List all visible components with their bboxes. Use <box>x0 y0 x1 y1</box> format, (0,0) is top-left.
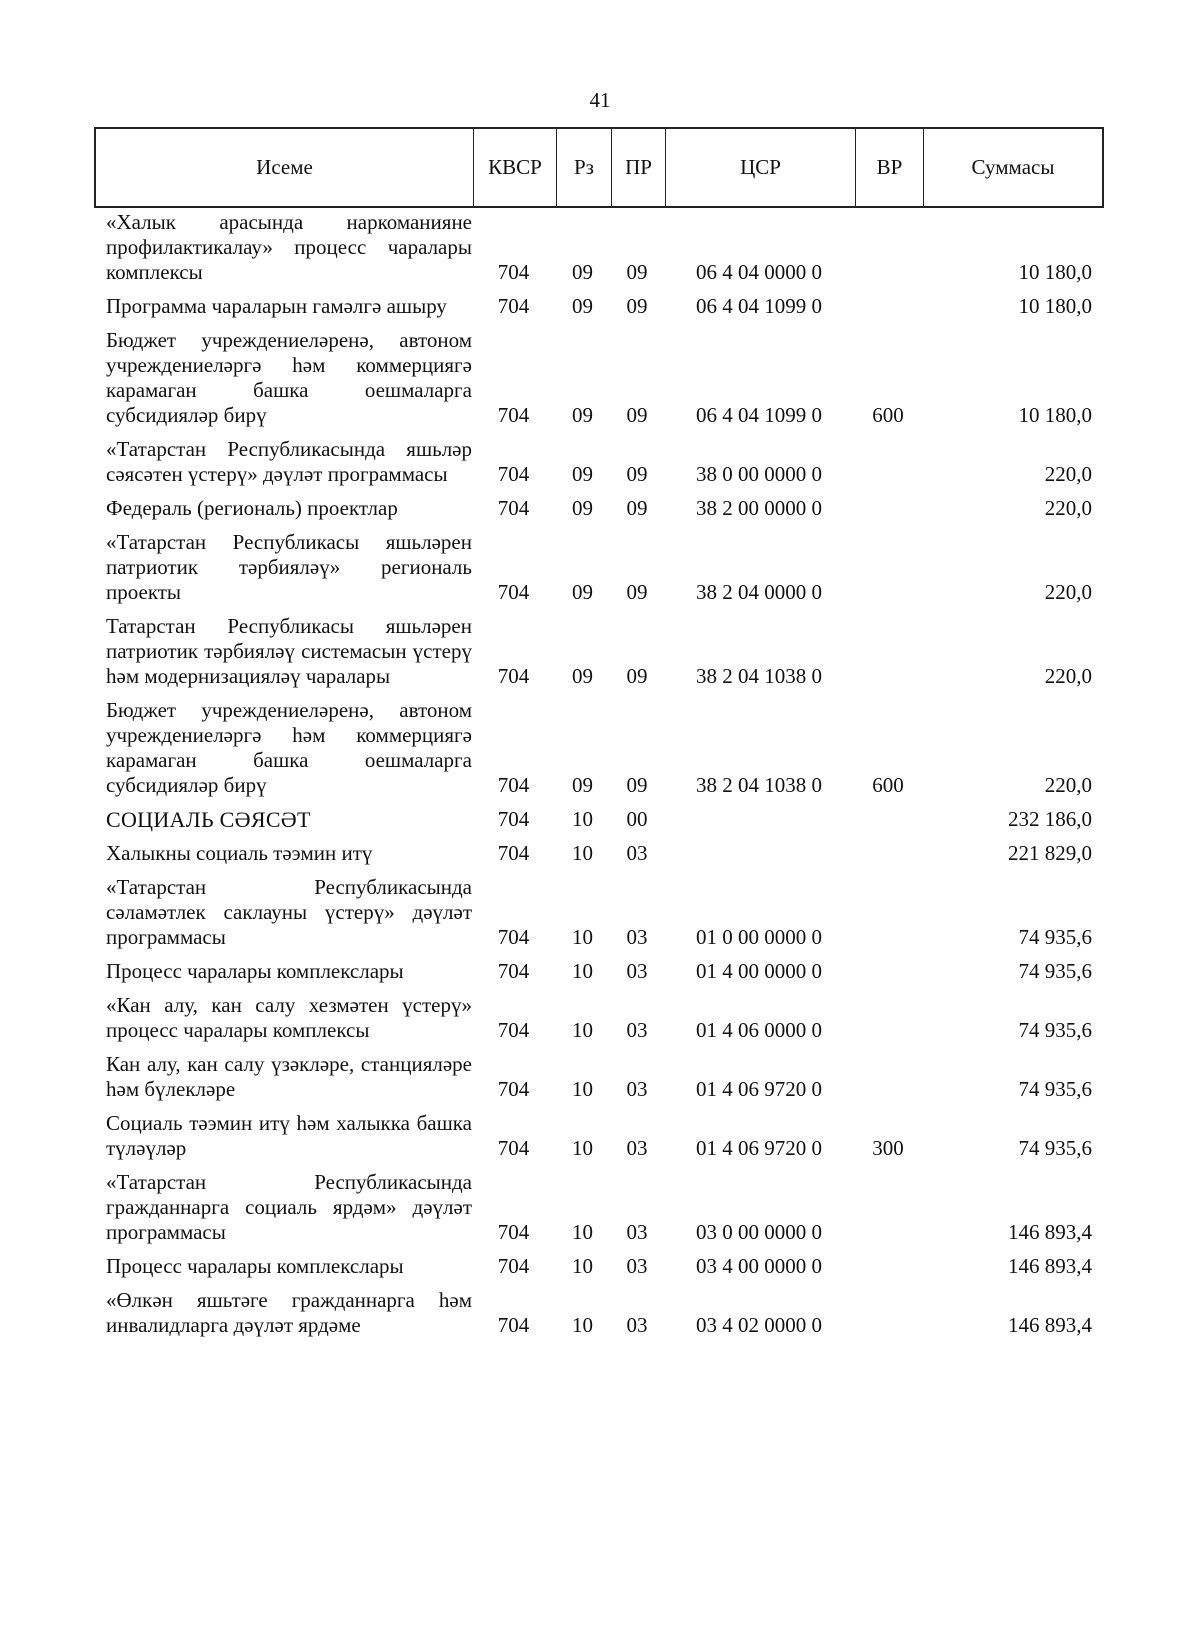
row-sum: 220,0 <box>1044 496 1092 520</box>
table-row <box>94 437 1104 487</box>
row-rz: 10 <box>572 841 593 865</box>
row-kvsr: 704 <box>497 403 530 427</box>
row-csr: 01 4 00 0000 0 <box>696 959 822 983</box>
table-row <box>94 614 1104 689</box>
table-body <box>94 210 1104 1347</box>
row-name: «Татарстан Республикасында сәламәтлек саклауны үстерү» дәүләт программасы <box>106 875 472 949</box>
row-sum: 146 893,4 <box>1008 1220 1092 1244</box>
table-row <box>94 1170 1104 1245</box>
row-rz: 10 <box>572 1313 593 1337</box>
row-vr: 600 <box>872 773 904 797</box>
table-row <box>94 698 1104 798</box>
row-csr: 38 2 04 1038 0 <box>696 664 822 688</box>
row-name: «Өлкән яшьтәге гражданнарга һәм инвалидларга дәүләт ярдәме <box>106 1288 472 1337</box>
row-kvsr: 704 <box>497 496 530 520</box>
row-pr: 03 <box>626 1254 648 1278</box>
row-sum: 220,0 <box>1044 664 1092 688</box>
row-name: Программа чараларын гамәлгә ашыру <box>106 294 447 318</box>
table-row <box>94 841 1104 866</box>
row-sum: 10 180,0 <box>1018 403 1092 427</box>
header-sum: Суммасы <box>971 155 1055 179</box>
row-pr: 09 <box>626 462 648 486</box>
row-kvsr: 704 <box>497 841 530 865</box>
row-kvsr: 704 <box>497 807 530 831</box>
table-row <box>94 1288 1104 1338</box>
row-pr: 09 <box>626 403 648 427</box>
row-csr: 06 4 04 1099 0 <box>696 403 822 427</box>
row-pr: 03 <box>626 1313 648 1337</box>
row-sum: 220,0 <box>1044 580 1092 604</box>
row-kvsr: 704 <box>497 580 530 604</box>
row-kvsr: 704 <box>497 925 530 949</box>
row-rz: 10 <box>572 807 593 831</box>
table-row <box>94 807 1104 832</box>
row-pr: 09 <box>626 260 648 284</box>
row-sum: 146 893,4 <box>1008 1254 1092 1278</box>
row-kvsr: 704 <box>497 1018 530 1042</box>
row-name: Социаль тәэмин итү һәм халыкка башка түләүләр <box>106 1111 472 1160</box>
row-kvsr: 704 <box>497 462 530 486</box>
row-rz: 09 <box>572 664 593 688</box>
row-rz: 09 <box>572 462 593 486</box>
row-sum: 220,0 <box>1044 462 1092 486</box>
header-pr: ПР <box>612 129 666 206</box>
row-csr: 03 4 02 0000 0 <box>696 1313 822 1337</box>
row-kvsr: 704 <box>497 959 530 983</box>
row-sum: 74 935,6 <box>1018 959 1092 983</box>
row-pr: 09 <box>626 580 648 604</box>
table-row <box>94 993 1104 1043</box>
row-name: Процесс чаралары комплекслары <box>106 959 404 983</box>
table-row <box>94 959 1104 984</box>
row-sum: 146 893,4 <box>1008 1313 1092 1337</box>
row-name: «Халык арасында наркоманияне профилактикалау» процесс чаралары комплексы <box>106 210 472 284</box>
row-csr: 38 2 00 0000 0 <box>696 496 822 520</box>
row-csr: 06 4 04 1099 0 <box>696 294 822 318</box>
row-rz: 09 <box>572 496 593 520</box>
table-row <box>94 1111 1104 1161</box>
row-name: Федераль (региональ) проектлар <box>106 496 398 520</box>
table-row <box>94 1052 1104 1102</box>
row-sum: 74 935,6 <box>1018 1018 1092 1042</box>
row-pr: 03 <box>626 1077 648 1101</box>
row-kvsr: 704 <box>497 294 530 318</box>
table-row <box>94 328 1104 428</box>
row-csr: 03 0 00 0000 0 <box>696 1220 822 1244</box>
row-rz: 09 <box>572 260 593 284</box>
table-header <box>94 127 1104 208</box>
header-name: Исеме <box>96 129 474 206</box>
row-pr: 03 <box>626 1220 648 1244</box>
header-rz: Рз <box>557 129 612 206</box>
row-pr: 03 <box>626 1018 648 1042</box>
table-row <box>94 1254 1104 1279</box>
row-rz: 10 <box>572 1136 593 1160</box>
row-kvsr: 704 <box>497 1136 530 1160</box>
header-vr: ВР <box>856 129 924 206</box>
row-pr: 03 <box>626 1136 648 1160</box>
row-rz: 10 <box>572 1018 593 1042</box>
row-rz: 10 <box>572 1220 593 1244</box>
row-csr: 38 0 00 0000 0 <box>696 462 822 486</box>
row-kvsr: 704 <box>497 1254 530 1278</box>
row-name: Кан алу, кан салу үзәкләре, станцияләре һәм бүлекләре <box>106 1052 472 1101</box>
row-sum: 232 186,0 <box>1008 807 1092 831</box>
row-pr: 09 <box>626 664 648 688</box>
row-rz: 10 <box>572 959 593 983</box>
row-name: Халыкны социаль тәэмин итү <box>106 841 373 865</box>
page-number: 41 <box>589 88 611 112</box>
row-name: Татарстан Республикасы яшьләрен патриотик тәрбияләү системасын үстерү һәм модернизацияләү чаралары <box>106 614 472 688</box>
row-sum: 74 935,6 <box>1018 1136 1092 1160</box>
row-sum: 10 180,0 <box>1018 294 1092 318</box>
row-pr: 09 <box>626 496 648 520</box>
row-rz: 09 <box>572 580 593 604</box>
row-rz: 09 <box>572 773 593 797</box>
row-sum: 221 829,0 <box>1008 841 1092 865</box>
row-pr: 03 <box>626 925 648 949</box>
row-name: «Татарстан Республикасында яшьләр сәясәтен үстерү» дәүләт программасы <box>106 437 472 486</box>
row-vr: 600 <box>872 403 904 427</box>
row-kvsr: 704 <box>497 773 530 797</box>
row-rz: 09 <box>572 294 593 318</box>
row-name: Бюджет учреждениеләренә, автоном учреждениеләргә һәм коммерциягә карамаган башка оешмаларга субсидияләр бирү <box>106 698 472 797</box>
row-name: «Кан алу, кан салу хезмәтен үстерү» процесс чаралары комплексы <box>106 993 472 1042</box>
row-kvsr: 704 <box>497 260 530 284</box>
row-kvsr: 704 <box>497 664 530 688</box>
row-name: «Татарстан Республикасы яшьләрен патриотик тәрбияләү» региональ проекты <box>106 530 472 604</box>
row-pr: 09 <box>626 773 648 797</box>
row-kvsr: 704 <box>497 1077 530 1101</box>
row-rz: 10 <box>572 1077 593 1101</box>
row-pr: 00 <box>626 807 648 831</box>
row-vr: 300 <box>872 1136 904 1160</box>
row-sum: 220,0 <box>1044 773 1092 797</box>
row-rz: 10 <box>572 925 593 949</box>
row-sum: 10 180,0 <box>1018 260 1092 284</box>
row-csr: 03 4 00 0000 0 <box>696 1254 822 1278</box>
row-csr: 06 4 04 0000 0 <box>696 260 822 284</box>
table-row <box>94 530 1104 605</box>
table-row <box>94 875 1104 950</box>
row-pr: 09 <box>626 294 648 318</box>
row-csr: 01 4 06 9720 0 <box>696 1077 822 1101</box>
row-name: СОЦИАЛЬ СӘЯСӘТ <box>106 807 311 832</box>
table-row <box>94 210 1104 285</box>
table-row <box>94 496 1104 521</box>
row-kvsr: 704 <box>497 1313 530 1337</box>
row-rz: 10 <box>572 1254 593 1278</box>
row-rz: 09 <box>572 403 593 427</box>
row-csr: 01 4 06 0000 0 <box>696 1018 822 1042</box>
header-csr: ЦСР <box>666 129 856 206</box>
row-kvsr: 704 <box>497 1220 530 1244</box>
row-pr: 03 <box>626 959 648 983</box>
row-csr: 38 2 04 0000 0 <box>696 580 822 604</box>
row-name: Бюджет учреждениеләренә, автоном учреждениеләргә һәм коммерциягә карамаган башка оешмаларга субсидияләр бирү <box>106 328 472 427</box>
row-pr: 03 <box>626 841 648 865</box>
table-row <box>94 294 1104 319</box>
row-sum: 74 935,6 <box>1018 1077 1092 1101</box>
row-name: Процесс чаралары комплекслары <box>106 1254 404 1278</box>
row-csr: 38 2 04 1038 0 <box>696 773 822 797</box>
header-kvsr: КВСР <box>474 129 557 206</box>
row-name: «Татарстан Республикасында гражданнарга социаль ярдәм» дәүләт программасы <box>106 1170 472 1244</box>
row-sum: 74 935,6 <box>1018 925 1092 949</box>
row-csr: 01 0 00 0000 0 <box>696 925 822 949</box>
row-csr: 01 4 06 9720 0 <box>696 1136 822 1160</box>
